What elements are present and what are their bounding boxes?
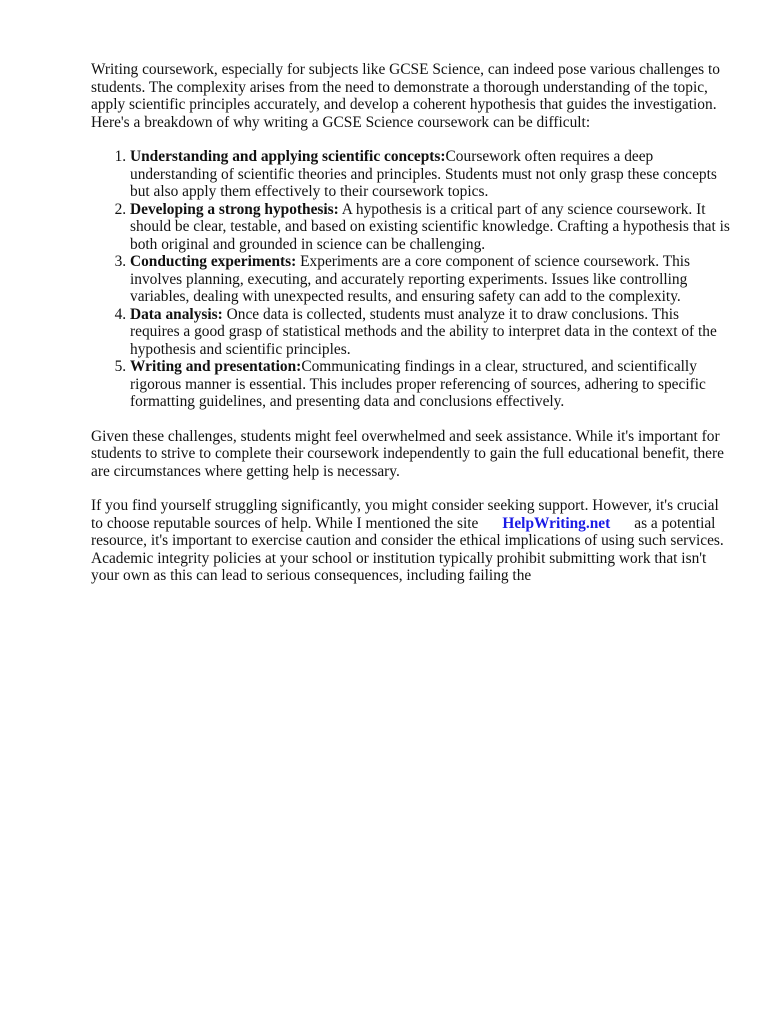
list-item-text: Experiments are a core component of science coursework. This involves planning, executing, and accurately reporting experiments. Issues like controlling variables, dealing with unexpected results, and ensuring safety can add to the complexity. [130, 253, 691, 305]
support-paragraph [91, 497, 731, 585]
list-item-text: Once data is collected, students must analyze it to draw conclusions. This requires a good grasp of statistical methods and the ability to interpret data in the context of the hypothesis and scientific principles. [130, 305, 717, 358]
list-item-term: Understanding and applying scientific concepts: [130, 148, 446, 165]
list-item-term: Conducting experiments: [130, 253, 297, 270]
list-item-term: Writing and presentation: [130, 358, 302, 375]
challenges-paragraph: Given these challenges, students might feel overwhelmed and seek assistance. While it's important for students to strive to complete their coursework independently to gain the full educational benefit, there are circumstances where getting help is necessary. [91, 427, 724, 480]
list-item [130, 306, 731, 359]
list-item [130, 201, 731, 254]
helpwriting-link[interactable]: HelpWriting.net [502, 514, 611, 532]
intro-paragraph: Writing coursework, especially for subjects like GCSE Science, can indeed pose various challenges to students. The complexity arises from the need to demonstrate a thorough understanding of the topic, apply scientific principles accurately, and develop a coherent hypothesis that guides the investigation. Here's a breakdown of why writing a GCSE Science coursework can be difficult: [91, 61, 720, 131]
challenges-list [91, 148, 731, 411]
list-item-text: A hypothesis is a critical part of any science coursework. It should be clear, testable, and based on existing scientific knowledge. Crafting a hypothesis that is both original and grounded in science can be challenging. [130, 200, 730, 253]
list-item-term: Data analysis: [130, 305, 223, 323]
document-body [91, 61, 731, 602]
list-item [130, 148, 731, 201]
list-item-text: Communicating findings in a clear, structured, and scientifically rigorous manner is essential. This includes proper referencing of sources, adhering to specific formatting guidelines, and presenting data and conclusions effectively. [130, 358, 706, 410]
support-text-before: If you find yourself struggling significantly, you might consider seeking support. However, it's crucial to choose reputable sources of help. While I mentioned the site [91, 497, 719, 532]
list-item-term: Developing a strong hypothesis: [130, 200, 339, 218]
list-item [130, 358, 731, 411]
support-text-after: as a potential resource, it's important to exercise caution and consider the ethical implications of using such services. Academic integrity policies at your school or institution typically prohibit submitting work that isn't your own as this can lead to serious consequences, including failing the [91, 514, 724, 584]
list-item [130, 253, 731, 306]
list-item-text: Coursework often requires a deep understanding of scientific theories and principles. Students must not only grasp these concepts but also apply them effectively to their coursework topics. [130, 148, 717, 200]
